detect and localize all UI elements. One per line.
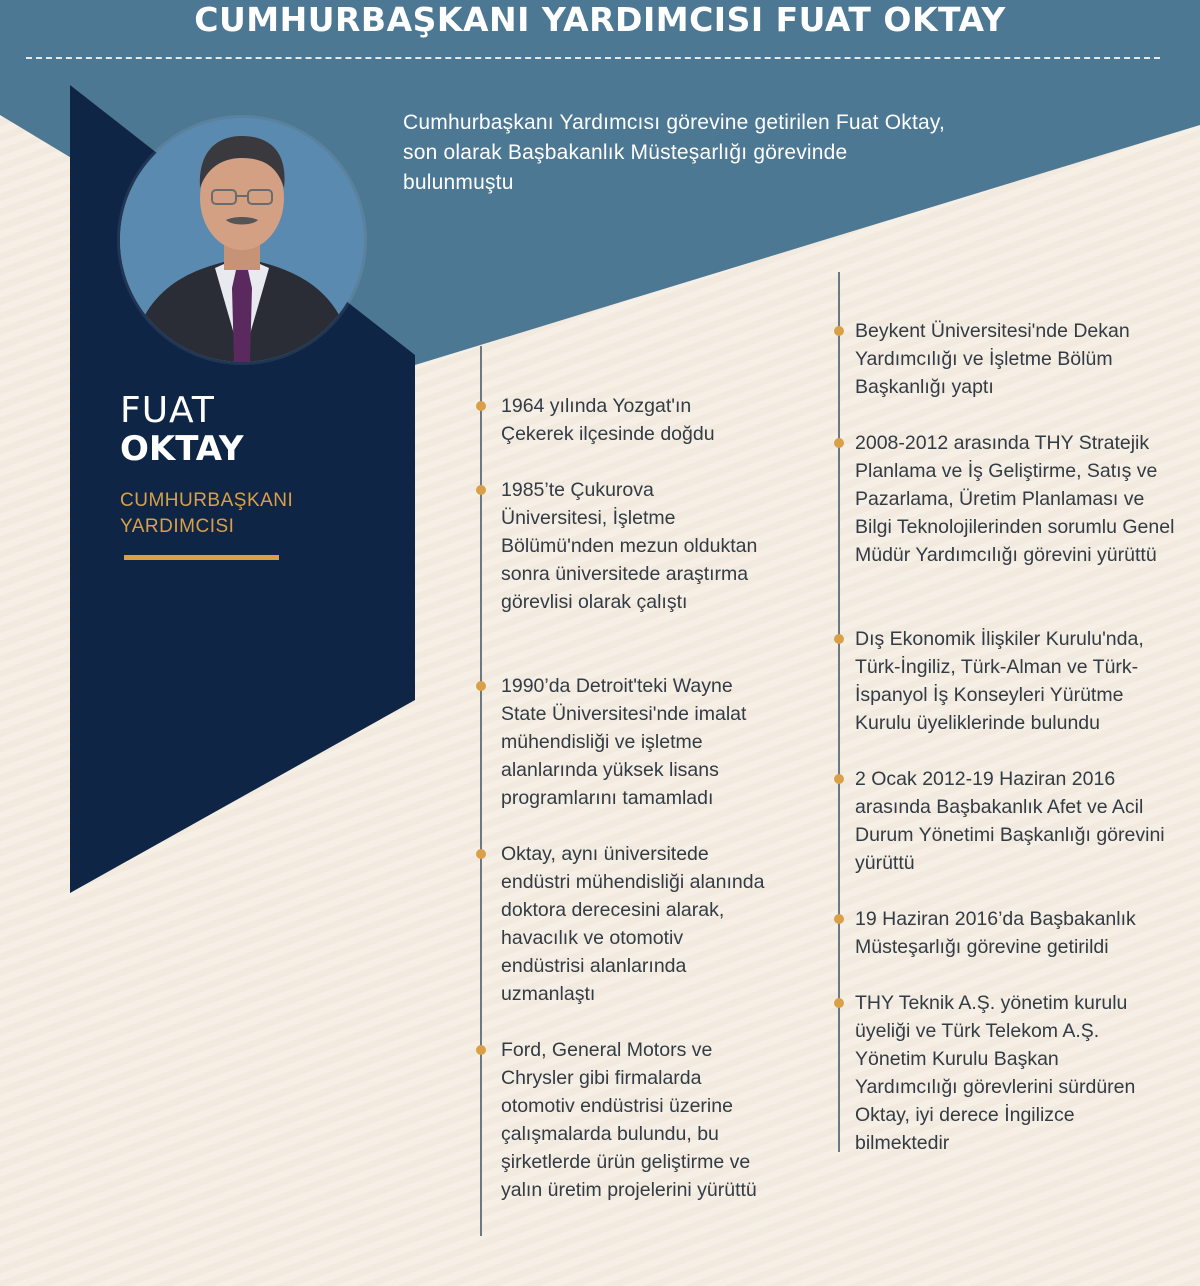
- portrait-photo: [120, 118, 364, 362]
- timeline-dot: [476, 1045, 486, 1055]
- title-divider: [26, 57, 1160, 59]
- timeline-item: Ford, General Motors ve Chrysler gibi firmalarda otomotiv endüstrisi üzerine çalışmalarda bulundu, bu şirketlerde ürün geliştirme ve yalın üretim projelerini yürüttü: [501, 1039, 757, 1201]
- timeline-dot: [834, 914, 844, 924]
- timeline-dot: [476, 485, 486, 495]
- timeline-line-left: [480, 346, 482, 1236]
- timeline-dot: [476, 849, 486, 859]
- timeline-item: 19 Haziran 2016’da Başbakanlık Müsteşarlığı görevine getirildi: [855, 908, 1136, 958]
- last-name: OKTAY: [120, 429, 244, 469]
- timeline-dot: [834, 326, 844, 336]
- timeline-dot: [834, 774, 844, 784]
- role-line-1: CUMHURBAŞKANI: [120, 490, 294, 511]
- timeline-dot: [476, 401, 486, 411]
- timeline-item: Beykent Üniversitesi'nde Dekan Yardımcılığı ve İşletme Bölüm Başkanlığı yaptı: [855, 320, 1130, 398]
- intro-text: Cumhurbaşkanı Yardımcısı görevine getirilen Fuat Oktay, son olarak Başbakanlık Müsteşarlığı görevinde bulunmuştu: [403, 111, 946, 194]
- timeline-item: Dış Ekonomik İlişkiler Kurulu'nda, Türk-İngiliz, Türk-Alman ve Türk-İspanyol İş Konseyleri Yürütme Kurulu üyeliklerinde bulundu: [855, 628, 1144, 734]
- timeline-line-right: [838, 272, 840, 1152]
- timeline-item: 1990’da Detroit'teki Wayne State Üniversitesi'nde imalat mühendisliği ve işletme alanlarında yüksek lisans programlarını tamamladı: [501, 675, 747, 809]
- timeline-dot: [834, 634, 844, 644]
- page-title: CUMHURBAŞKANI YARDIMCISI FUAT OKTAY: [194, 0, 1006, 39]
- timeline-item: 1985’te Çukurova Üniversitesi, İşletme Bölümü'nden mezun olduktan sonra üniversitede araştırma görevlisi olarak çalıştı: [501, 479, 758, 613]
- timeline-item: Oktay, aynı üniversitede endüstri mühendisliği alanında doktora derecesini alarak, havacılık ve otomotiv endüstrisi alanlarında uzmanlaştı: [501, 843, 765, 1005]
- timeline-item: 2 Ocak 2012-19 Haziran 2016 arasında Başbakanlık Afet ve Acil Durum Yönetimi Başkanlığı görevini yürüttü: [855, 768, 1165, 874]
- timeline-item: THY Teknik A.Ş. yönetim kurulu üyeliği ve Türk Telekom A.Ş. Yönetim Kurulu Başkan Yardımcılığı görevlerini sürdüren Oktay, iyi derece İngilizce bilmektedir: [855, 992, 1136, 1154]
- first-name: FUAT: [120, 390, 215, 431]
- timeline-dot: [476, 681, 486, 691]
- timeline-item: 2008-2012 arasında THY Stratejik Planlama ve İş Geliştirme, Satış ve Pazarlama, Üretim Planlaması ve Bilgi Teknolojilerinden sorumlu Genel Müdür Yardımcılığı görevini yürüttü: [855, 432, 1175, 566]
- gold-underline: [124, 555, 279, 560]
- timeline-dot: [834, 998, 844, 1008]
- timeline-item: 1964 yılında Yozgat'ın Çekerek ilçesinde doğdu: [501, 395, 715, 445]
- timeline-dot: [834, 438, 844, 448]
- role-line-2: YARDIMCISI: [120, 516, 235, 537]
